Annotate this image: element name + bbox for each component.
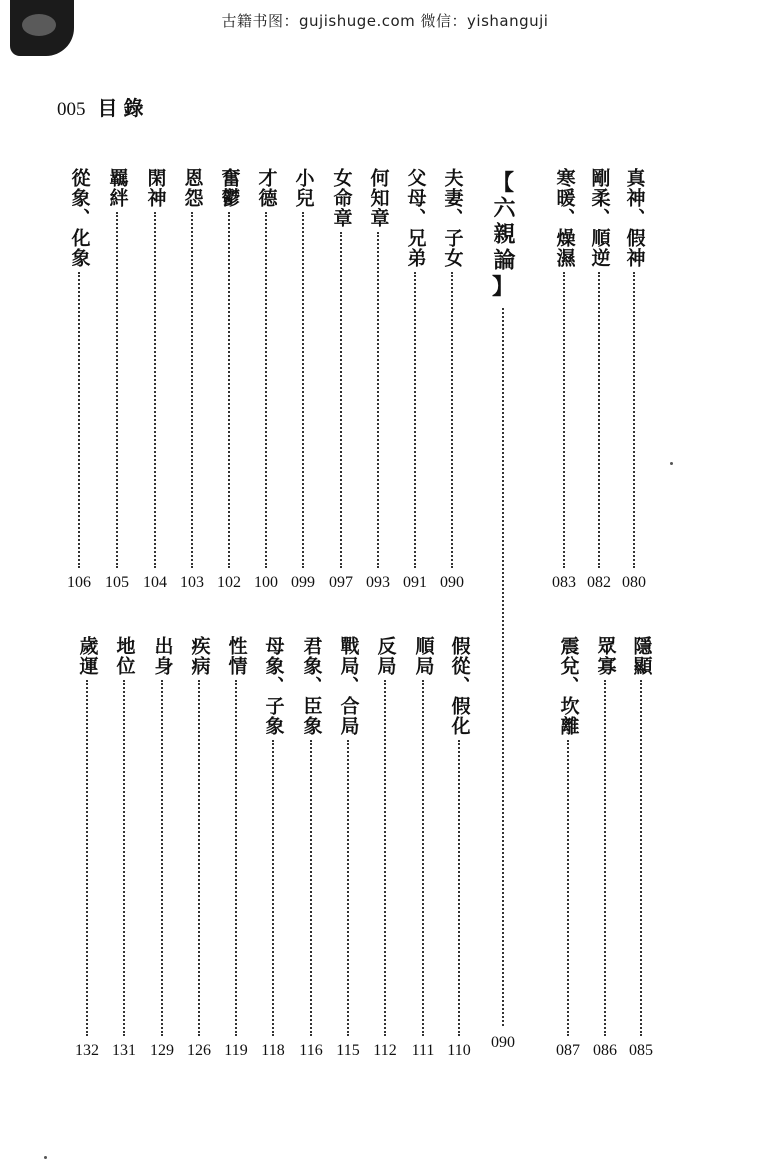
toc-entry[interactable] [175, 168, 209, 592]
toc-entry-page: 091 [403, 574, 427, 591]
toc-entry-title: 夫妻、子女 [441, 168, 464, 268]
toc-entry-page: 112 [373, 1042, 397, 1059]
toc-entry-title: 反局 [374, 636, 397, 676]
toc-entry-title: 歲運 [76, 636, 99, 676]
toc-entry[interactable] [145, 636, 179, 1060]
toc-entry[interactable] [324, 168, 358, 592]
section-heading-liuqin[interactable] [483, 172, 523, 1052]
toc-entry-page: 126 [187, 1042, 211, 1059]
toc-entry-title: 奮鬱 [218, 168, 241, 208]
dot-leader [123, 680, 125, 1036]
toc-entry-page: 090 [440, 574, 464, 591]
toc-entry[interactable] [617, 168, 651, 592]
dot-leader [347, 740, 349, 1036]
dot-leader [451, 272, 453, 568]
toc-entry[interactable] [294, 636, 328, 1060]
toc-entry-title: 剛柔、順逆 [588, 168, 611, 268]
toc-entry[interactable] [547, 168, 581, 592]
toc-entry[interactable] [331, 636, 365, 1060]
toc-entry[interactable] [582, 168, 616, 592]
toc-entry-title: 閑神 [144, 168, 167, 208]
toc-entry-title: 戰局、合局 [337, 636, 360, 736]
toc-entry[interactable] [435, 168, 469, 592]
toc-entry-page: 132 [75, 1042, 99, 1059]
toc-entry-title: 君象、臣象 [300, 636, 323, 736]
toc-entry[interactable] [107, 636, 141, 1060]
toc-entry-page: 102 [217, 574, 241, 591]
dot-leader [384, 680, 386, 1036]
open-bracket: 【 [491, 170, 514, 196]
toc-entry-page: 103 [180, 574, 204, 591]
dot-leader [604, 680, 606, 1036]
toc-entry[interactable] [624, 636, 658, 1060]
toc-entry-title: 疾病 [188, 636, 211, 676]
toc-entry-page: 104 [143, 574, 167, 591]
dot-leader [502, 308, 504, 1026]
toc-entry-title: 從象、化象 [68, 168, 91, 268]
dot-leader [198, 680, 200, 1036]
toc-entry[interactable] [182, 636, 216, 1060]
toc-entry-title: 恩怨 [181, 168, 204, 208]
toc-entry-title: 母象、子象 [262, 636, 285, 736]
toc-entry-page: 131 [112, 1042, 136, 1059]
toc-entry-title: 寒暖、燥濕 [553, 168, 576, 268]
toc-entry-page: 085 [629, 1042, 653, 1059]
toc-entry-page: 093 [366, 574, 390, 591]
toc-entry[interactable] [588, 636, 622, 1060]
toc-entry-page: 097 [329, 574, 353, 591]
toc-entry-page: 118 [261, 1042, 285, 1059]
toc-entry-title: 震兌、坎離 [557, 636, 580, 736]
dot-leader [272, 740, 274, 1036]
toc-entry-title: 出身 [151, 636, 174, 676]
dot-leader [340, 232, 342, 568]
dot-leader [422, 680, 424, 1036]
dot-leader [302, 212, 304, 568]
close-bracket: 】 [491, 274, 514, 300]
page-number: 005 [57, 99, 86, 120]
toc-entry[interactable] [406, 636, 440, 1060]
dot-leader [228, 212, 230, 568]
toc-entry[interactable] [361, 168, 395, 592]
dot-leader [161, 680, 163, 1036]
toc-entry-title: 隱顯 [630, 636, 653, 676]
dot-leader [458, 740, 460, 1036]
toc-entry[interactable] [442, 636, 476, 1060]
toc-entry-page: 115 [336, 1042, 360, 1059]
toc-entry-page: 116 [299, 1042, 323, 1059]
toc-entry-title: 父母、兄弟 [404, 168, 427, 268]
toc-entry[interactable] [70, 636, 104, 1060]
dot-leader [116, 212, 118, 568]
toc-entry-page: 100 [254, 574, 278, 591]
dot-leader [598, 272, 600, 568]
toc-entry[interactable] [368, 636, 402, 1060]
toc-entry[interactable] [138, 168, 172, 592]
toc-entry[interactable] [249, 168, 283, 592]
toc-entry-title: 何知章 [367, 168, 390, 228]
toc-entry-page: 110 [447, 1042, 471, 1059]
page-header [57, 92, 150, 121]
toc-entry-title: 真神、假神 [623, 168, 646, 268]
toc-entry[interactable] [551, 636, 585, 1060]
dot-leader [414, 272, 416, 568]
toc-entry[interactable] [398, 168, 432, 592]
toc-entry-title: 假從、假化 [448, 636, 471, 736]
toc-entry-page: 105 [105, 574, 129, 591]
toc-entry-page: 086 [593, 1042, 617, 1059]
dot-leader [265, 212, 267, 568]
toc-entry[interactable] [212, 168, 246, 592]
dot-leader [377, 232, 379, 568]
watermark: 古籍书图：gujishuge.com 微信：yishanguji [221, 12, 549, 30]
scan-speck [670, 462, 673, 465]
toc-entry-page: 083 [552, 574, 576, 591]
section-page: 090 [491, 1034, 515, 1051]
scan-speck [44, 1156, 47, 1159]
dot-leader [235, 680, 237, 1036]
toc-entry-title: 女命章 [330, 168, 353, 228]
dot-leader [86, 680, 88, 1036]
toc-entry-page: 082 [587, 574, 611, 591]
toc-entry[interactable] [100, 168, 134, 592]
dot-leader [563, 272, 565, 568]
toc-entry-title: 地位 [113, 636, 136, 676]
page-title: 目錄 [97, 96, 150, 120]
toc-entry[interactable] [256, 636, 290, 1060]
dot-leader [633, 272, 635, 568]
dot-leader [310, 740, 312, 1036]
toc-entry-title: 羈絆 [106, 168, 129, 208]
dot-leader [567, 740, 569, 1036]
toc-entry-page: 099 [291, 574, 315, 591]
toc-entry-page: 087 [556, 1042, 580, 1059]
dot-leader [154, 212, 156, 568]
toc-entry[interactable] [286, 168, 320, 592]
toc-entry[interactable] [219, 636, 253, 1060]
section-title: 六親論 [490, 196, 516, 274]
toc-entry-title: 順局 [412, 636, 435, 676]
toc-entry-title: 性情 [225, 636, 248, 676]
toc-entry-page: 129 [150, 1042, 174, 1059]
toc-entry-title: 小兒 [292, 168, 315, 208]
toc-entry-title: 眾寡 [594, 636, 617, 676]
toc-entry-page: 111 [411, 1042, 435, 1059]
dot-leader [640, 680, 642, 1036]
toc-entry-page: 119 [224, 1042, 248, 1059]
toc-entry-title: 才德 [255, 168, 278, 208]
toc-entry[interactable] [62, 168, 96, 592]
toc-entry-page: 080 [622, 574, 646, 591]
dot-leader [78, 272, 80, 568]
dot-leader [191, 212, 193, 568]
toc-entry-page: 106 [67, 574, 91, 591]
